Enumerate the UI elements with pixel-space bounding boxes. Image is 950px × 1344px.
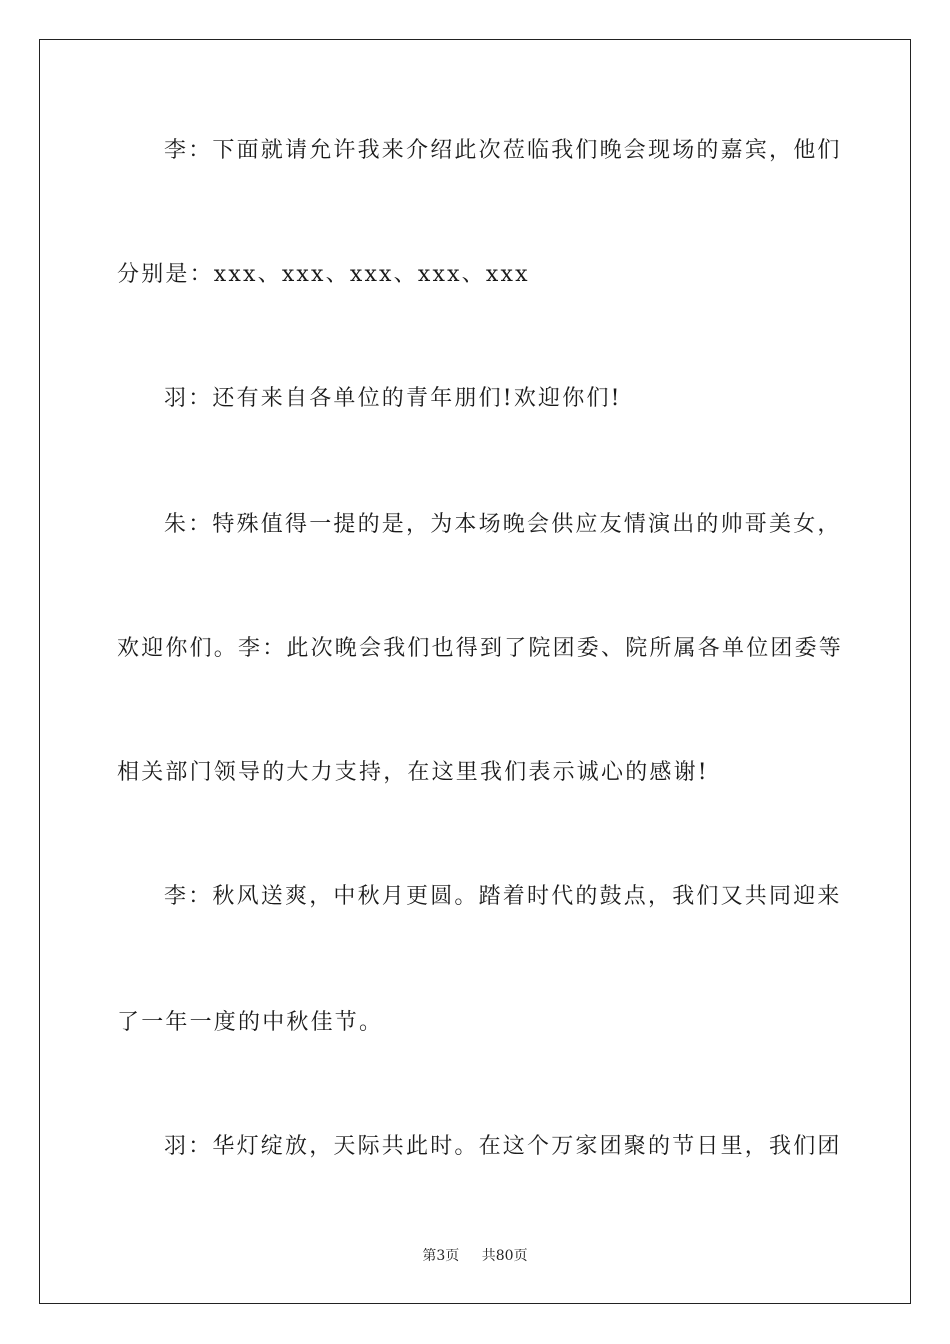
paragraph-line: 羽：还有来自各单位的青年朋们!欢迎你们! bbox=[164, 386, 622, 411]
paragraph-line: 分别是：xxx、xxx、xxx、xxx、xxx bbox=[117, 262, 530, 287]
page-number: 第3页 bbox=[422, 1248, 460, 1264]
page-footer bbox=[0, 1246, 950, 1266]
paragraph-line: 李：秋风送爽，中秋月更圆。踏着时代的鼓点，我们又共同迎来 bbox=[164, 884, 842, 909]
paragraph-line: 朱：特殊值得一提的是，为本场晚会供应友情演出的帅哥美女， bbox=[164, 512, 842, 537]
paragraph-line: 了一年一度的中秋佳节。 bbox=[117, 1010, 384, 1035]
paragraph-line: 欢迎你们。李：此次晚会我们也得到了院团委、院所属各单位团委等 bbox=[117, 636, 844, 661]
paragraph-line: 羽：华灯绽放，天际共此时。在这个万家团聚的节日里，我们团 bbox=[164, 1134, 842, 1159]
paragraph-line: 李：下面就请允许我来介绍此次莅临我们晚会现场的嘉宾，他们 bbox=[164, 138, 842, 163]
page-border bbox=[39, 39, 911, 1304]
total-pages: 共80页 bbox=[481, 1248, 528, 1264]
paragraph-line: 相关部门领导的大力支持，在这里我们表示诚心的感谢! bbox=[117, 760, 709, 785]
